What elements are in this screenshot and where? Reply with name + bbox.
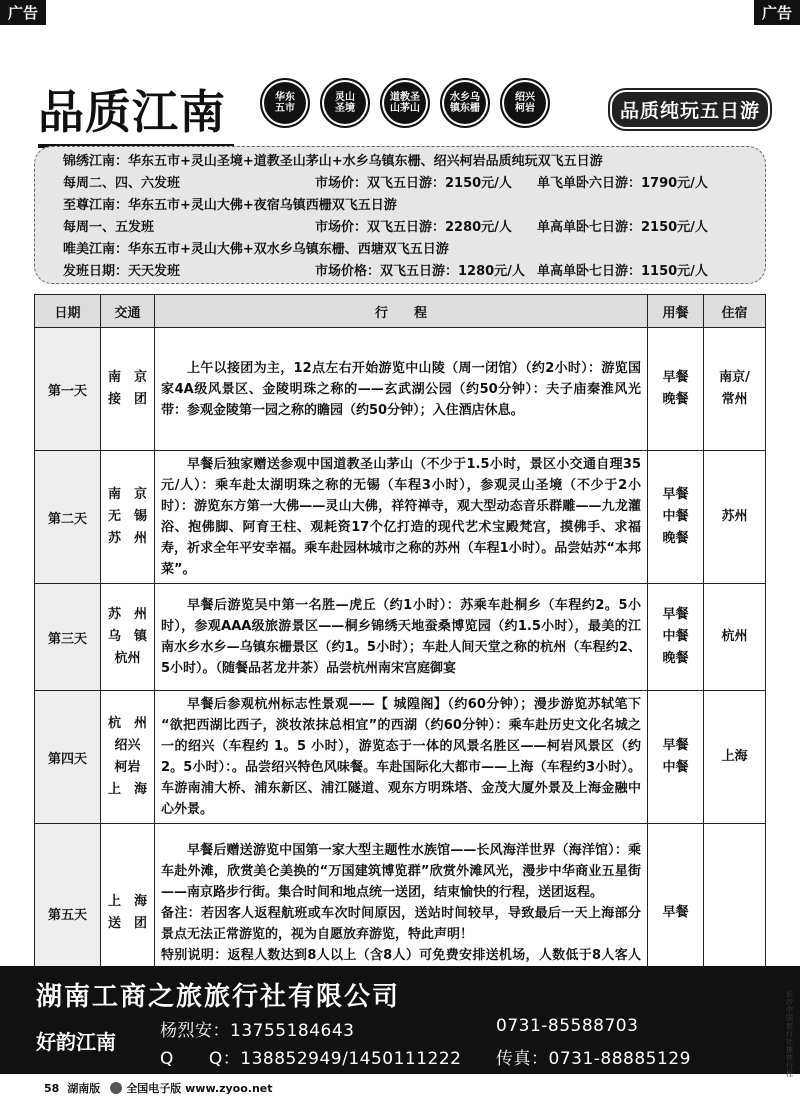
meals-cell: 早餐 中餐 晚餐 bbox=[648, 584, 704, 691]
page-number: 58 bbox=[44, 1081, 60, 1095]
header-transport: 交通 bbox=[101, 295, 155, 328]
table-header-row bbox=[35, 295, 766, 328]
package-list bbox=[34, 146, 766, 284]
badge-2: 灵山 圣境 bbox=[320, 78, 370, 128]
site-label: 全国电子版 www.zyoo.net bbox=[126, 1082, 273, 1095]
transport-cell: 南 京 无 锡 苏 州 bbox=[101, 451, 155, 584]
transport-cell: 南 京 接 团 bbox=[101, 328, 155, 451]
meals-cell: 早餐 中餐 晚餐 bbox=[648, 451, 704, 584]
itinerary-table bbox=[34, 294, 766, 1003]
edition-label: 湖南版 bbox=[67, 1082, 101, 1095]
ad-tag-right: 广告 bbox=[754, 0, 800, 25]
transport-cell: 杭 州 绍兴 柯岩 上 海 bbox=[101, 691, 155, 824]
contact-fax: 传真：0731-88885129 bbox=[496, 1049, 691, 1069]
meals-cell: 早餐 中餐 bbox=[648, 691, 704, 824]
hero-subtitle: 品质纯玩五日游 bbox=[610, 90, 770, 129]
package-line: 唯美江南：华东五市+灵山大佛+双水乡乌镇东栅、西塘双飞五日游 bbox=[63, 242, 449, 257]
hero-banner bbox=[30, 74, 770, 139]
table-row bbox=[35, 328, 766, 451]
transport-cell: 上 海 送 团 bbox=[101, 824, 155, 1003]
stay-cell: 苏州 bbox=[704, 451, 766, 584]
meals-cell: 早餐 bbox=[648, 824, 704, 1003]
day-cell: 第一天 bbox=[35, 328, 101, 451]
table-row bbox=[35, 691, 766, 824]
day-cell: 第三天 bbox=[35, 584, 101, 691]
company-footer bbox=[0, 966, 800, 1074]
itinerary-special: 特别说明：返程人数达到8人以上（含8人）可免费安排送机场，人数低于8人客人 bbox=[161, 947, 641, 963]
header-day: 日期 bbox=[35, 295, 101, 328]
stay-cell: 上海 bbox=[704, 691, 766, 824]
hero-badges bbox=[260, 78, 560, 128]
contact-phone: 0731-85588703 bbox=[496, 1016, 639, 1036]
itinerary-cell: 早餐后游览吴中第一名胜—虎丘（约1小时）：苏乘车赴桐乡（车程约2。5小时），参观AAA级旅游景区——桐乡锦绣天地蚕桑博览园（约1.5小时），最美的江南水乡水乡—乌镇东栅景区（约1。5小时）；车赴人间天堂之称的杭州（车程约2、5小时）。（随餐品茗龙井茶）品尝杭州南宋宫庭御宴 bbox=[155, 584, 648, 691]
package-line: 锦绣江南：华东五市+灵山圣境+道教圣山茅山+水乡乌镇东栅、绍兴柯岩品质纯玩双飞五日游 bbox=[63, 154, 603, 169]
contact-person: 杨烈安：13755184643 bbox=[160, 1021, 355, 1041]
meals-cell: 早餐 晚餐 bbox=[648, 328, 704, 451]
badge-3: 道教圣 山茅山 bbox=[380, 78, 430, 128]
page-footer bbox=[44, 1080, 273, 1096]
hero-title: 品质江南 bbox=[38, 76, 226, 142]
table-row bbox=[35, 451, 766, 584]
ad-tag-left: 广告 bbox=[0, 0, 46, 25]
company-name: 湖南工商之旅旅行社有限公司 bbox=[36, 982, 401, 1012]
badge-5: 绍兴 柯岩 bbox=[500, 78, 550, 128]
badge-4: 水乡乌 镇东栅 bbox=[440, 78, 490, 128]
table-row bbox=[35, 584, 766, 691]
badge-1: 华东 五市 bbox=[260, 78, 310, 128]
itinerary-cell: 早餐后参观杭州标志性景观——【 城隍阁】（约60分钟）；漫步游览苏轼笔下 “欲把西湖比西子，淡妆浓抹总相宜”的西湖（约60分钟）：乘车赴历史文化名城之一的绍兴（车程约 1。5 小时），游览态于一体的风景名胜区——柯岩风景区（约2。5小时）：。品尝绍兴特色风味餐。车赴国际化大都市——上海（车程约3小时）。车游南浦大桥、浦东新区、浦江隧道、观东方明珠塔、金茂大厦外景及上海金融中心外景。 bbox=[155, 691, 648, 824]
transport-cell: 苏 州 乌 镇 杭州 bbox=[101, 584, 155, 691]
day-cell: 第四天 bbox=[35, 691, 101, 824]
header-itinerary: 行 程 bbox=[155, 295, 648, 328]
package-line: 至尊江南：华东五市+灵山大佛+夜宿乌镇西栅双飞五日游 bbox=[63, 198, 397, 213]
itinerary-cell: 上午以接团为主，12点左右开始游览中山陵（周一闭馆）（约2小时）：游览国家4A级风景区、金陵明珠之称的——玄武湖公园（约50分钟）：夫子庙秦淮风光带：参观金陵第一园之称的瞻园（约50分钟）；入住酒店休息。 bbox=[155, 328, 648, 451]
header-stay: 住宿 bbox=[704, 295, 766, 328]
package-line: 每周一、五发班 市场价：双飞五日游：2280元/人 单高单卧七日游：2150元/人 bbox=[63, 220, 708, 235]
package-line: 发班日期：天天发班 市场价格：双飞五日游：1280元/人 单高单卧七日游：1150元/人 bbox=[63, 264, 708, 279]
logo-icon bbox=[110, 1082, 122, 1094]
day-cell: 第二天 bbox=[35, 451, 101, 584]
stay-cell: 南京/ 常州 bbox=[704, 328, 766, 451]
itinerary-note: 备注：若因客人返程航班或车次时间原因，送站时间较早，导致最后一天上海部分景点无法正常游览的，视为自愿放弃游览，特此声明！ bbox=[161, 905, 641, 942]
header-meals: 用餐 bbox=[648, 295, 704, 328]
itinerary-main: 早餐后赠送游览中国第一家大型主题性水族馆——长风海洋世界（海洋馆）：乘车赴外滩，欣赏美仑美换的“万国建筑博览群”欣赏外滩风光，漫步中华商业五星街——南京路步行街。集合时间和地点统一送团，结束愉快的行程，送团返程。 bbox=[161, 842, 641, 900]
stay-cell: 杭州 bbox=[704, 584, 766, 691]
day-cell: 第五天 bbox=[35, 824, 101, 1003]
itinerary-cell: 早餐后独家赠送参观中国道教圣山茅山（不少于1.5小时，景区小交通自理35元/人）：乘车赴太湖明珠之称的无锡（车程3小时），参观灵山圣境（不少于2小时）：游览东方第一大佛——灵山大佛，祥符禅寺，观大型动态音乐群雕——九龙灌浴、抱佛脚、阿育王柱、观耗资17个亿打造的现代艺术宝殿梵宫，摸佛手、求福寿，祈求全年平安幸福。乘车赴园林城市之称的苏州（车程1小时）。品尝姑苏“本邦菜”。 bbox=[155, 451, 648, 584]
package-line: 每周二、四、六发班 市场价：双飞五日游：2150元/人 单飞单卧六日游：1790元/人 bbox=[63, 176, 708, 191]
side-caption: 长沙中国旅行社推荐行程 bbox=[786, 990, 793, 1078]
contact-qq: Q Q：138852949/1450111222 bbox=[160, 1049, 462, 1069]
brand-name: 好韵江南 bbox=[36, 1030, 116, 1054]
